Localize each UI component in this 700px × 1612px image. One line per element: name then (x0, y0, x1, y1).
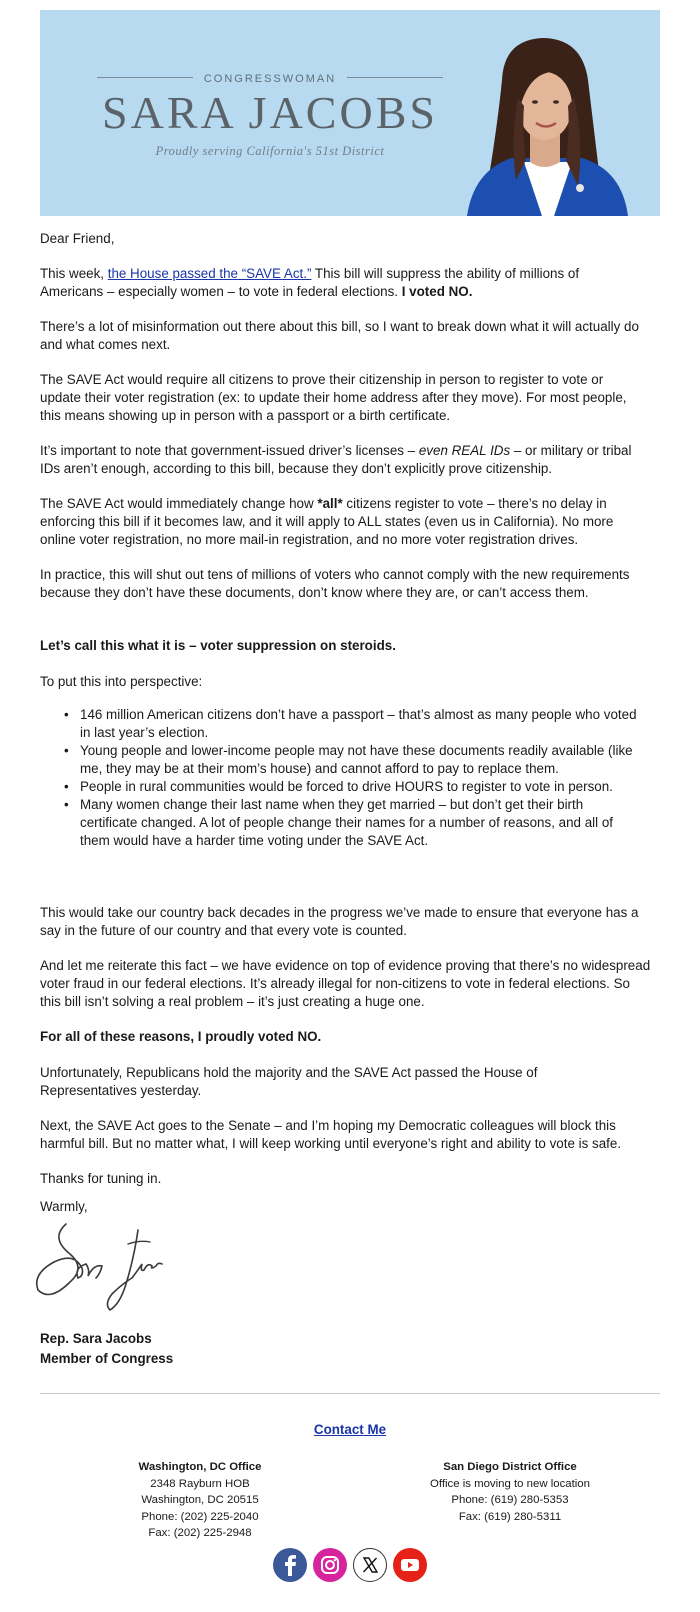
portrait-photo (432, 10, 660, 216)
paragraph-voter-suppression: Let’s call this what it is – voter suppression on steroids. (40, 638, 396, 653)
paragraph-misinformation: There’s a lot of misinformation out there about this bill, so I want to break down what it will actually do and what comes next. (40, 319, 639, 352)
dc-office-line1: 2348 Rayburn HOB (150, 1477, 250, 1490)
voted-no-bold: I voted NO. (401, 284, 473, 299)
paragraph-thanks: Thanks for tuning in. (40, 1171, 162, 1186)
all-bold: *all* (317, 496, 343, 511)
banner-name: SARA JACOBS (102, 87, 438, 138)
banner-eyebrow: CONGRESSWOMAN (195, 70, 345, 88)
contact-section (0, 1421, 700, 1439)
dc-office-fax: Fax: (202) 225-2948 (148, 1527, 252, 1540)
paragraph-take-back: This would take our country back decades in the progress we’ve made to ensure that everyone has a say in the future of our country and that every vote is counted. (40, 905, 639, 938)
all-citizens-text-cont: citizens register to vote – there’s no delay in enforcing this bill if it becomes law, and it will apply to ALL states (even us in California). No more online voter registration, no more mail-in registration, and no more voter registration drives. (40, 496, 614, 547)
paragraph-voter-fraud: And let me reiterate this fact – we have evidence on top of evidence proving that there’s no widespread voter fraud in our federal elections. It’s already illegal for non-citizens to vote in federal elections. So this bill isn’t solving a real problem – it’s just creating a huge one. (40, 958, 651, 1009)
list-item: • People in rural communities would be forced to drive HOURS to register to vote in person. (40, 778, 650, 796)
paragraph-requirements: The SAVE Act would require all citizens to prove their citizenship in person to register to vote or update their voter registration (ex: to update their home address after they move). For most people, this means showing up in person with a passport or a birth certificate. (40, 372, 627, 423)
sd-office-fax: Fax: (619) 280-5311 (458, 1510, 562, 1523)
instagram-icon[interactable] (313, 1548, 347, 1582)
closing: Warmly, (40, 1199, 88, 1214)
real-ids-italic: even REAL IDs (418, 443, 511, 458)
youtube-icon[interactable] (393, 1548, 427, 1582)
dc-office-title: Washington, DC Office (138, 1461, 262, 1473)
paragraph-intro (40, 265, 640, 301)
sign-name: Rep. Sara Jacobs (40, 1331, 152, 1346)
facebook-icon[interactable] (273, 1548, 307, 1582)
sd-office-phone: Phone: (619) 280-5353 (451, 1494, 569, 1507)
sd-office-line1: Office is moving to new location (430, 1477, 590, 1490)
save-act-link[interactable]: the House passed the “SAVE Act.” (107, 266, 312, 281)
sd-office-title: San Diego District Office (443, 1461, 577, 1473)
list-item: • Many women change their last name when they get married – but don’t get their birth certificate changed. A lot of people change their names for a number of reasons, and all of them would have a harder time voting under the SAVE Act. (40, 796, 640, 850)
contact-me-link[interactable]: Contact Me (313, 1422, 387, 1437)
x-icon[interactable] (353, 1548, 387, 1582)
intro-text: This week, (40, 266, 108, 281)
paragraph-senate: Next, the SAVE Act goes to the Senate – and I’m hoping my Democratic colleagues will block this harmful bill. But no matter what, I will keep working until everyone’s right and ability to vote is safe. (40, 1118, 622, 1151)
paragraph-in-practice: In practice, this will shut out tens of millions of voters who cannot comply with the new requirements because they don’t have these documents, don’t know where they are, or can’t access them. (40, 567, 630, 600)
ids-text: It’s important to note that government-issued driver’s licenses – (40, 443, 419, 458)
paragraph-ids (40, 442, 652, 478)
all-citizens-text: The SAVE Act would immediately change how (40, 496, 318, 511)
perspective-list (40, 706, 660, 850)
paragraph-perspective: To put this into perspective: (40, 674, 203, 689)
greeting: Dear Friend, (40, 231, 115, 246)
dc-office (90, 1459, 310, 1542)
paragraph-proudly-voted-no: For all of these reasons, I proudly voted NO. (40, 1029, 322, 1044)
signature-image (30, 1218, 170, 1314)
social-links (0, 1548, 700, 1584)
dc-office-phone: Phone: (202) 225-2040 (141, 1510, 259, 1523)
paragraph-all-citizens (40, 495, 640, 549)
paragraph-majority: Unfortunately, Republicans hold the majority and the SAVE Act passed the House of Representatives yesterday. (40, 1065, 538, 1098)
list-item: • 146 million American citizens don’t have a passport – that’s almost as many people who voted in last year’s election. (40, 706, 650, 742)
sign-title: Member of Congress (40, 1351, 174, 1366)
footer-divider (40, 1393, 660, 1394)
sd-office (400, 1459, 620, 1525)
intro-text-cont: This bill will suppress the ability of millions of Americans – especially women – to vote in federal elections. (40, 266, 580, 299)
banner-tagline: Proudly serving California's 51st District (155, 144, 385, 158)
dc-office-line2: Washington, DC 20515 (141, 1494, 259, 1507)
list-item: • Young people and lower-income people may not have these documents readily available (like me, they may be at their mom’s house) and cannot afford to pay to replace them. (40, 742, 650, 778)
header-banner (40, 10, 660, 216)
ids-text-cont: – or military or tribal IDs aren’t enough, according to this bill, because they don’t explicitly prove citizenship. (40, 443, 632, 476)
